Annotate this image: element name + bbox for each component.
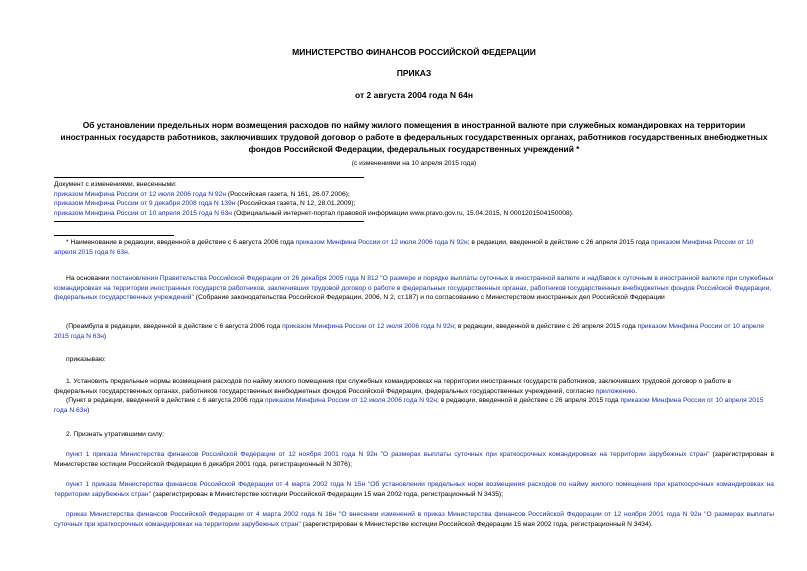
change-item: приказом Минфина России от 9 декабря 2008 года N 139н (Российская газета, N 12, 28.01.2009); — [54, 200, 356, 208]
item-1: 1. Установить предельные нормы возмещения расходов по найму жилого помещения при служебных командировках на территории иностранных государств работников, заключивших трудовой договор о работе в федеральных государственных органах, работников государственных внебюджетных фондов Российской Федерации, федеральных государственных учреждений, согласно приложению. — [54, 378, 732, 395]
preamble-link-92n[interactable]: приказом Минфина России от 12 июля 2006 года N 92н — [282, 323, 455, 330]
doc-type-heading: ПРИКАЗ — [396, 68, 432, 78]
change-link-63n[interactable]: приказом Минфина России от 10 апреля 2015 года N 63н — [54, 209, 232, 217]
changes-intro: Документ с изменениями, внесенными: — [54, 181, 177, 188]
item-1-note: (Пункт в редакции, введенной в действие с 6 августа 2006 года приказом Минфина России от 12 июля 2006 года N 92н; в редакции, введенной в действие с 26 апреля 2015 года приказом Минфина России от 10 апреля 2015 года N 63н) — [54, 397, 764, 414]
footnote-link-63n[interactable]: приказом Минфина России от 10 апреля 2015 года N 63н — [54, 239, 754, 256]
item-2-b: пункт 1 приказа Министерства финансов Российской Федерации от 4 марта 2002 года N 15н "Об установлении предельных норм возмещения расходов по найму жилого помещения при краткосрочных командировках на территории зарубежных стран" (зарегистрирован в Министерстве юстиции Российской Федерации 15 мая 2002 года, регистрационный N 3435); — [54, 481, 774, 498]
footnote: * Наименование в редакции, введенной в действие с 6 августа 2006 года приказом Минфина России от 12 июля 2006 года N 92н; в редакции, введенной в действие с 26 апреля 2015 года приказом Минфина России от 10 апреля 2015 года N 63н. — [54, 239, 754, 256]
edition-note: (с изменениями на 10 апреля 2015 года) — [351, 160, 477, 167]
appendix-link[interactable]: приложению — [595, 387, 636, 395]
changes-bottom-rule — [54, 221, 364, 222]
item-2-heading: 2. Признать утратившими силу: — [66, 431, 164, 438]
change-item: приказом Минфина России от 12 июля 2006 года N 92н (Российская газета, N 161, 26.07.2006); — [54, 190, 350, 198]
item-2-a: пункт 1 приказа Министерства финансов Российской Федерации от 12 ноября 2001 года N 92н "О размерах выплаты суточных при краткосрочных командировках на территории зарубежных стран" (зарегистрирован в Министерстве юстиции Российской Федерации 6 декабря 2001 года, регистрационный N 3076); — [54, 451, 774, 468]
changes-block — [54, 180, 754, 218]
order-word: приказываю: — [66, 356, 106, 363]
basis-link-postanovlenie-812[interactable]: постановления Правительства Российской Федерации от 26 декабря 2005 года N 812 "О размере и порядке выплаты суточных в иностранной валюте и надбавок к суточным в иностранной валюте при служебных командировках на территории иностранных государств работников, заключивших трудовой договор о работе в федеральных государственных органах, работников государственных внебюджетных фондов Российской Федерации, федеральных государственных учреждений" — [54, 275, 774, 302]
change-link-139n[interactable]: приказом Минфина России от 9 декабря 2008 года N 139н — [54, 200, 236, 208]
basis-paragraph: На основании постановления Правительства Российской Федерации от 26 декабря 2005 года N 812 "О размере и порядке выплаты суточных в иностранной валюте и надбавок к суточным в иностранной валюте при служебных командировках на территории иностранных государств работников, заключивших трудовой договор о работе в федеральных государственных органах, работников государственных внебюджетных фондов Российской Федерации, федеральных государственных учреждений" (Собрание законодательства Российской Федерации, 2006, N 2, ст.187) и по согласованию с Министерством иностранных дел Российской Федерации — [54, 275, 774, 302]
change-item: приказом Минфина России от 10 апреля 2015 года N 63н (Официальный интернет-портал правовой информации www.pravo.gov.ru, 15.04.2015, N 0001201504150008). — [54, 209, 574, 217]
item1-link-92n[interactable]: приказом Минфина России от 12 июля 2006 года N 92н — [264, 397, 438, 404]
footnote-rule — [54, 235, 174, 236]
preamble-note: (Преамбула в редакции, введенной в действие с 6 августа 2006 года приказом Минфина России от 12 июля 2006 года N 92н; в редакции, введенной в действие с 26 апреля 2015 года приказом Минфина России от 10 апреля 2015 года N 63н) — [54, 323, 764, 340]
footnote-link-92n[interactable]: приказом Минфина России от 12 июля 2006 года N 92н — [295, 239, 468, 246]
repealed-link-16n[interactable]: приказ Министерства финансов Российской Федерации от 4 марта 2002 года N 16н "О внесении изменений в приказ Министерства финансов Российской Федерации от 12 ноября 2001 года N 92н "О размерах выплаты суточных при краткосрочных командировках на территории зарубежных стран" — [54, 511, 774, 528]
preamble-link-63n[interactable]: приказом Минфина России от 10 апреля 2015 года N 63н — [54, 323, 764, 340]
item1-link-63n[interactable]: приказом Минфина России от 10 апреля 2015 года N 63н — [54, 397, 764, 414]
repealed-link-15n[interactable]: пункт 1 приказа Министерства финансов Российской Федерации от 4 марта 2002 года N 15н "Об установлении предельных норм возмещения расходов по найму жилого помещения при краткосрочных командировках на территории зарубежных стран" — [54, 481, 774, 498]
doc-date-number: от 2 августа 2004 года N 64н — [355, 90, 473, 100]
item-2-c: приказ Министерства финансов Российской Федерации от 4 марта 2002 года N 16н "О внесении изменений в приказ Министерства финансов Российской Федерации от 12 ноября 2001 года N 92н "О размерах выплаты суточных при краткосрочных командировках на территории зарубежных стран" (зарегистрирован в Министерстве юстиции Российской Федерации 15 мая 2002 года, регистрационный N 3434). — [54, 511, 774, 528]
changes-top-rule — [54, 177, 364, 178]
ministry-heading: МИНИСТЕРСТВО ФИНАНСОВ РОССИЙСКОЙ ФЕДЕРАЦИИ — [292, 47, 536, 57]
document-title: Об установлении предельных норм возмещения расходов по найму жилого помещения в иностранной валюте при служебных командировках на территории иностранных государств работников, заключивших трудовой договор о работе в федеральных государственных органах, работников государственных внебюджетных фондов Российской Федерации, федеральных государственных учреждений * — [60, 120, 768, 154]
repealed-link-92n[interactable]: пункт 1 приказа Министерства финансов Российской Федерации от 12 ноября 2001 года N 92н "О размерах выплаты суточных при краткосрочных командировках на территории зарубежных стран" — [66, 451, 710, 458]
change-link-92n[interactable]: приказом Минфина России от 12 июля 2006 года N 92н — [54, 190, 227, 198]
